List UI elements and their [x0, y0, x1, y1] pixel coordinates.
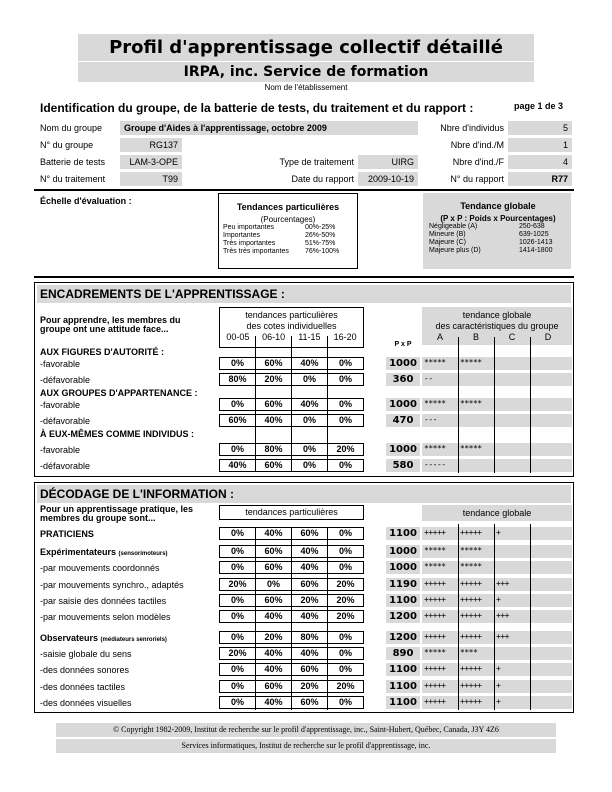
row-label-text: -par mouvements synchro., adaptés	[40, 580, 184, 590]
percentage-cell: 0%	[220, 358, 256, 369]
n-individuals-label: Nbre d'individus	[440, 123, 504, 133]
global-trend-row	[422, 459, 572, 472]
legend-name: Majeure (C)	[429, 239, 466, 246]
attitude-row-label: -favorable	[40, 359, 81, 369]
percentage-cell: 60%	[256, 460, 292, 471]
row-label-text: PRATICIENS	[40, 529, 94, 539]
column-divider	[530, 524, 531, 710]
legend-range: 250-638	[519, 223, 545, 230]
global-trend-cell	[530, 527, 572, 540]
global-trend-cell	[530, 578, 572, 591]
global-trend-row	[422, 398, 572, 411]
decodage-heading: DÉCODAGE DE L'INFORMATION :	[37, 485, 571, 503]
decodage-row-label	[40, 610, 171, 624]
column-divider	[494, 337, 495, 473]
attitude-group-title: À EUX-MÊMES COMME INDIVIDUS :	[40, 429, 195, 439]
global-scale-subtitle: (P x P : Poids x Pourcentages)	[440, 214, 556, 223]
percentage-cell: 80%	[220, 374, 256, 385]
encadrements-intro: Pour apprendre, les membres du groupe ont une attitude face...	[40, 315, 181, 334]
legend-range: 639-1025	[519, 231, 549, 238]
global-trend-cell	[494, 545, 530, 558]
global-trend-cell	[530, 696, 572, 709]
percentage-cell: 60%	[256, 358, 292, 369]
percentage-cell: 60%	[256, 399, 292, 410]
global-trend-cell: *****	[424, 546, 446, 555]
global-trend-row	[422, 373, 572, 386]
percentage-cell: 60%	[256, 546, 292, 557]
percentage-cell: 0%	[256, 579, 292, 590]
global-trend-cell: +++++	[424, 528, 446, 537]
row-label-text: -saisie globale du sens	[40, 649, 132, 659]
pxp-value: 470	[386, 414, 420, 427]
percentage-cell: 40%	[220, 460, 256, 471]
global-trend-cell	[458, 459, 494, 472]
global-trend-cell	[494, 357, 530, 370]
global-trend-cell: +++++	[460, 664, 482, 673]
pxp-value: 1200	[386, 610, 420, 623]
percentage-cell: 0%	[220, 562, 256, 573]
global-trend-cell	[494, 414, 530, 427]
column-divider	[530, 337, 531, 473]
global-trend-cell	[530, 414, 572, 427]
pxp-value: 1000	[386, 561, 420, 574]
legend-name: Importantes	[223, 232, 260, 239]
divider	[34, 276, 574, 278]
percentage-cell: 20%	[336, 579, 355, 589]
row-label-text: Expérimentateurs	[40, 547, 117, 557]
n-female-value: 4	[508, 155, 572, 169]
pxp-value: 1100	[386, 527, 420, 540]
column-divider	[494, 524, 495, 710]
global-trend-cell	[494, 443, 530, 456]
decodage-intro: Pour un apprentissage pratique, les membres du groupe sont...	[40, 504, 194, 523]
column-divider	[327, 540, 328, 710]
decodage-row-label	[40, 696, 132, 710]
percentage-cell: 0%	[220, 664, 256, 675]
percentage-cell: 60%	[256, 562, 292, 573]
global-trend-row	[422, 414, 572, 427]
legend-range: 1026-1413	[519, 239, 553, 246]
treatment-type-label: Type de traitement	[279, 157, 354, 167]
copyright-notice: © Copyright 1982-2009, Institut de recherche sur le profil d'apprentissage, inc., Saint-Hubert, Québec, Canada, J3Y 4Z6	[56, 723, 556, 737]
pxp-value: 1100	[386, 696, 420, 709]
percentages-row	[219, 527, 364, 540]
global-trend-row	[422, 545, 572, 558]
battery-value: LAM-3-OPE	[120, 155, 182, 169]
percentage-cell: 20%	[220, 648, 256, 659]
percentage-cell: 0%	[220, 611, 256, 622]
global-trend-cell	[530, 545, 572, 558]
global-trend-cell: *****	[424, 399, 446, 408]
global-trend-cell: *****	[460, 444, 482, 453]
global-trend-cell	[530, 631, 572, 644]
global-trend-cell	[530, 561, 572, 574]
global-trend-row	[422, 631, 572, 644]
row-label-note: (médiateurs senroriels)	[100, 637, 167, 643]
pxp-value: 1000	[386, 443, 420, 456]
range-label: 00-05	[226, 332, 250, 342]
global-header-line2: des caractéristiques du groupe	[435, 321, 559, 331]
global-trend-cell: +++++	[424, 664, 446, 673]
global-trend-row	[422, 527, 572, 540]
legend-name: Très très importantes	[223, 248, 289, 255]
global-trend-cell: +	[496, 595, 501, 604]
range-label: 06-10	[262, 332, 286, 342]
percentage-cell: 0%	[338, 648, 352, 658]
legend-row	[223, 240, 353, 248]
row-label-text: -par mouvements selon modèles	[40, 612, 171, 622]
legend-row	[429, 231, 567, 239]
legend-range: 26%-50%	[305, 232, 336, 239]
divider	[34, 189, 574, 191]
global-trend-cell: *****	[424, 444, 446, 453]
legend-row	[429, 223, 567, 231]
n-male-label: Nbre d'ind./M	[450, 140, 504, 150]
range-label: 16-20	[333, 332, 357, 342]
percentage-cell: 0%	[338, 399, 352, 409]
global-scale-legend	[423, 193, 571, 269]
global-trend-cell: +	[496, 528, 501, 537]
particular-header-line2: des cotes individuelles	[246, 321, 337, 331]
legend-row	[429, 247, 567, 255]
pxp-value: 580	[386, 459, 420, 472]
global-trend-cell	[494, 561, 530, 574]
legend-row	[223, 248, 353, 256]
global-trend-cell	[530, 610, 572, 623]
percentage-cell: 60%	[292, 528, 328, 539]
global-trend-cell: -----	[424, 460, 446, 469]
percentage-cell: 60%	[292, 579, 328, 590]
n-male-value: 1	[508, 138, 572, 152]
n-female-label: Nbre d'ind./F	[452, 157, 504, 167]
decodage-row-label	[40, 594, 166, 608]
legend-range: 51%-75%	[305, 240, 336, 247]
decodage-row-label	[40, 631, 167, 645]
legend-range: 76%-100%	[305, 248, 340, 255]
global-trend-cell	[530, 373, 572, 386]
global-trend-cell	[530, 398, 572, 411]
percentage-cell: 0%	[220, 528, 256, 539]
global-trend-cell: *****	[460, 399, 482, 408]
report-no-label: N° du rapport	[450, 174, 504, 184]
global-trend-cell	[530, 594, 572, 607]
particular-scale-legend	[218, 193, 358, 269]
global-trend-row	[422, 680, 572, 693]
legend-name: Majeure plus (D)	[429, 247, 481, 254]
pxp-label: P x P	[394, 341, 412, 348]
percentage-cell: 0%	[338, 358, 352, 368]
pxp-value: 1100	[386, 594, 420, 607]
global-trend-row	[422, 610, 572, 623]
encadrements-heading: ENCADREMENTS DE L'APPRENTISSAGE :	[37, 285, 571, 303]
treatment-type-value: UIRG	[358, 155, 418, 169]
column-divider	[291, 540, 292, 710]
global-trend-cell: +	[496, 681, 501, 690]
global-col-label: C	[508, 332, 516, 342]
global-trend-cell	[494, 647, 530, 660]
n-individuals-value: 5	[508, 121, 572, 135]
services-notice: Services informatiques, Institut de recherche sur le profil d'apprentissage, inc.	[56, 739, 556, 753]
attitude-group-title: AUX GROUPES D'APPARTENANCE :	[40, 388, 198, 398]
percentage-cell: 80%	[292, 632, 328, 643]
global-trend-cell: --	[424, 374, 433, 383]
percentage-cell: 40%	[256, 648, 292, 659]
percentage-cell: 0%	[220, 595, 256, 606]
percentage-cell: 20%	[256, 632, 292, 643]
column-divider	[255, 540, 256, 710]
percentage-cell: 20%	[220, 579, 256, 590]
global-trend-cell	[494, 398, 530, 411]
attitude-row-label: -défavorable	[40, 416, 91, 426]
global-trend-cell: ****	[460, 648, 478, 657]
pxp-value: 1000	[386, 357, 420, 370]
treatment-no-value: T99	[120, 172, 182, 186]
global-trend-cell: +++++	[424, 632, 446, 641]
column-divider	[327, 336, 328, 472]
page-indicator: page 1 de 3	[514, 101, 564, 111]
percentage-cell: 20%	[336, 611, 355, 621]
global-trend-cell: *****	[424, 358, 446, 367]
percentage-cell: 0%	[220, 444, 256, 455]
global-col-label: D	[544, 332, 552, 342]
page-title: Profil d'apprentissage collectif détaillé	[78, 34, 534, 61]
global-trend-cell: *****	[460, 358, 482, 367]
legend-row	[429, 239, 567, 247]
percentage-cell: 0%	[338, 632, 352, 642]
percentage-cell: 0%	[220, 399, 256, 410]
global-trend-cell	[530, 459, 572, 472]
row-label-text: -des données sonores	[40, 665, 130, 675]
percentage-cell: 0%	[292, 444, 328, 455]
decodage-row-label	[40, 647, 132, 661]
group-name-label: Nom du groupe	[40, 123, 103, 133]
global-trend-cell: +++++	[424, 579, 446, 588]
percentage-cell: 0%	[338, 697, 352, 707]
percentage-cell: 40%	[256, 528, 292, 539]
report-date-label: Date du rapport	[291, 174, 354, 184]
report-no-value: R77	[508, 172, 572, 186]
global-trend-cell: +++++	[460, 595, 482, 604]
report-date-value: 2009-10-19	[358, 172, 418, 186]
decodage-row-label	[40, 663, 129, 677]
particular-scale-title: Tendances particulières	[236, 202, 340, 212]
legend-row	[223, 224, 353, 232]
global-trend-cell	[530, 647, 572, 660]
identification-heading: Identification du groupe, de la batterie de tests, du traitement et du rapport :	[40, 101, 474, 115]
global-header-line1: tendance globale	[462, 310, 532, 320]
legend-range: 00%-25%	[305, 224, 336, 231]
column-divider	[458, 524, 459, 710]
global-trend-cell: *****	[460, 546, 482, 555]
row-label-text: -par saisie des données tactiles	[40, 596, 167, 606]
percentage-cell: 20%	[336, 681, 355, 691]
decodage-global-header: tendance globale	[422, 505, 572, 521]
row-label-text: -des données visuelles	[40, 698, 132, 708]
percentage-cell: 0%	[338, 664, 352, 674]
global-trend-cell	[458, 414, 494, 427]
percentage-cell: 40%	[292, 648, 328, 659]
legend-name: Peu importantes	[223, 224, 274, 231]
percentage-cell: 60%	[256, 595, 292, 606]
group-no-value: RG137	[120, 138, 182, 152]
global-trend-cell: ---	[424, 415, 437, 424]
global-trend-cell: +++++	[460, 579, 482, 588]
percentage-cell: 0%	[220, 546, 256, 557]
column-divider	[255, 336, 256, 472]
pxp-value: 890	[386, 647, 420, 660]
percentage-cell: 0%	[338, 528, 352, 538]
global-trend-cell: *****	[460, 562, 482, 571]
pxp-value: 1100	[386, 663, 420, 676]
column-divider	[291, 336, 292, 472]
global-trend-row	[422, 647, 572, 660]
treatment-no-label: N° du traitement	[40, 174, 106, 184]
global-trend-row	[422, 578, 572, 591]
percentage-cell: 60%	[292, 697, 328, 708]
global-trend-cell	[530, 663, 572, 676]
percentage-cell: 0%	[220, 697, 256, 708]
global-trend-row	[422, 663, 572, 676]
percentage-cell: 0%	[292, 460, 328, 471]
pxp-value: 1190	[386, 578, 420, 591]
percentage-cell: 20%	[292, 595, 328, 606]
percentage-cell: 60%	[256, 681, 292, 692]
column-divider	[458, 337, 459, 473]
global-trend-row	[422, 561, 572, 574]
decodage-row-label	[40, 680, 125, 694]
group-name-value: Groupe d'Aides à l'apprentissage, octobre 2009	[120, 121, 418, 135]
global-trend-cell: +++++	[424, 611, 446, 620]
attitude-row-label: -favorable	[40, 400, 81, 410]
percentage-cell: 0%	[338, 415, 352, 425]
global-trend-cell	[494, 373, 530, 386]
decodage-particular-header: tendances particulières	[219, 505, 364, 520]
particular-header-line1: tendances particulières	[245, 310, 338, 320]
percentage-cell: 0%	[292, 374, 328, 385]
attitude-row-label: -défavorable	[40, 375, 91, 385]
legend-name: Très importantes	[223, 240, 276, 247]
percentage-cell: 20%	[336, 595, 355, 605]
global-trend-cell: +++++	[424, 681, 446, 690]
global-trend-cell: +++++	[460, 611, 482, 620]
attitude-group-title: AUX FIGURES D'AUTORITÉ :	[40, 347, 164, 357]
battery-label: Batterie de tests	[40, 157, 106, 167]
global-trend-row	[422, 357, 572, 370]
row-label-note: (sensorimoteurs)	[118, 551, 168, 557]
global-scale-title: Tendance globale	[460, 201, 536, 211]
legend-name: Mineure (B)	[429, 231, 466, 238]
global-trend-cell: +++++	[460, 528, 482, 537]
percentage-cell: 0%	[338, 562, 352, 572]
scale-label: Échelle d'évaluation :	[40, 196, 132, 206]
attitude-row-label: -favorable	[40, 445, 81, 455]
global-header	[422, 307, 572, 345]
row-label-text: -par mouvements coordonnés	[40, 563, 160, 573]
percentage-cell: 40%	[292, 358, 328, 369]
global-col-label: A	[436, 332, 443, 342]
global-trend-cell: +++	[496, 632, 509, 641]
percentage-cell: 0%	[338, 546, 352, 556]
legend-row	[223, 232, 353, 240]
global-trend-cell: +++++	[424, 595, 446, 604]
percentage-cell: 0%	[338, 460, 352, 470]
pxp-value: 1100	[386, 680, 420, 693]
pxp-value: 1000	[386, 545, 420, 558]
percentage-cell: 40%	[256, 415, 292, 426]
pxp-value: 1200	[386, 631, 420, 644]
percentage-cell: 20%	[256, 374, 292, 385]
row-label-text: Observateurs	[40, 633, 99, 643]
percentage-cell: 40%	[292, 611, 328, 622]
decodage-row-label	[40, 561, 160, 575]
global-trend-cell: *****	[424, 562, 446, 571]
global-trend-row	[422, 443, 572, 456]
percentage-cell: 40%	[256, 697, 292, 708]
organization-name: IRPA, inc. Service de formation	[78, 62, 534, 82]
global-trend-cell: +	[496, 664, 501, 673]
percentage-cell: 20%	[336, 444, 355, 454]
percentage-cell: 60%	[220, 415, 256, 426]
percentage-cell: 0%	[338, 374, 352, 384]
global-trend-cell	[458, 373, 494, 386]
global-trend-cell	[530, 357, 572, 370]
global-trend-cell: +	[496, 697, 501, 706]
group-no-label: N° du groupe	[40, 140, 94, 150]
pxp-value: 1000	[386, 398, 420, 411]
legend-name: Négligeable (A)	[429, 223, 478, 230]
decodage-row-label	[40, 527, 94, 541]
global-trend-row	[422, 594, 572, 607]
decodage-row-label	[40, 545, 168, 559]
particular-scale-subtitle: (Pourcentages)	[260, 215, 316, 224]
percentage-cell: 0%	[220, 632, 256, 643]
percentage-cell: 0%	[220, 681, 256, 692]
range-label: 11-15	[298, 332, 321, 342]
global-trend-cell	[530, 443, 572, 456]
percentage-cell: 20%	[292, 681, 328, 692]
percentage-cell: 40%	[292, 562, 328, 573]
global-trend-cell	[530, 680, 572, 693]
percentage-cell: 80%	[256, 444, 292, 455]
percentage-cell: 40%	[292, 546, 328, 557]
legend-range: 1414-1800	[519, 247, 553, 254]
percentage-cell: 40%	[292, 399, 328, 410]
percentage-cell: 40%	[256, 611, 292, 622]
percentage-cell: 0%	[292, 415, 328, 426]
global-trend-cell: +++++	[424, 697, 446, 706]
global-trend-cell: +++	[496, 611, 509, 620]
percentage-cell: 40%	[256, 664, 292, 675]
global-trend-cell: +++	[496, 579, 509, 588]
global-trend-cell: +++++	[460, 697, 482, 706]
attitude-row-label: -défavorable	[40, 461, 91, 471]
global-trend-cell: *****	[424, 648, 446, 657]
global-trend-cell	[494, 459, 530, 472]
global-trend-cell: +++++	[460, 632, 482, 641]
global-trend-row	[422, 696, 572, 709]
decodage-row-label	[40, 578, 184, 592]
pxp-value: 360	[386, 373, 420, 386]
establishment-label: Nom de l'établissement	[264, 83, 348, 92]
percentage-cell: 60%	[292, 664, 328, 675]
global-trend-cell: +++++	[460, 681, 482, 690]
row-label-text: -des données tactiles	[40, 682, 126, 692]
global-col-label: B	[472, 332, 479, 342]
